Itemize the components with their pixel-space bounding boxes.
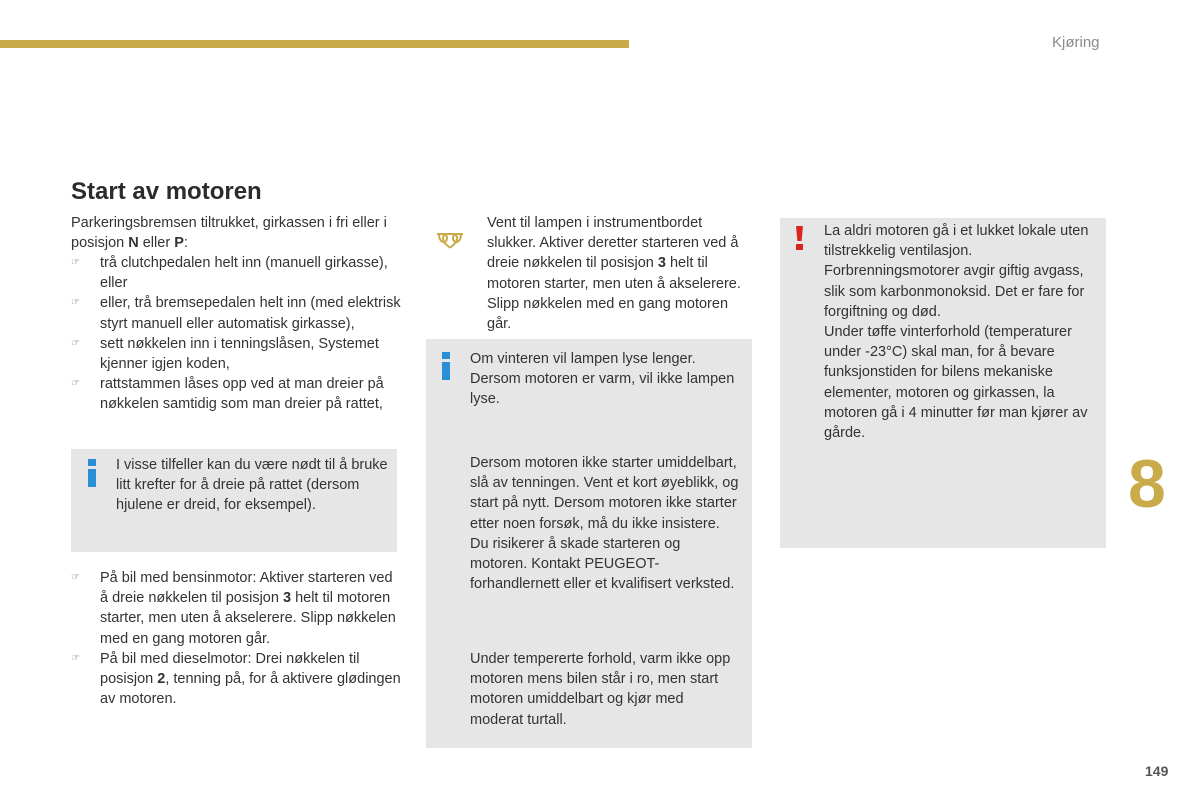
engine-type-list — [71, 568, 401, 709]
header-accent-bar — [0, 40, 629, 48]
list-item: ☞ trå clutchpedalen helt inn (manuell girkasse), eller — [71, 255, 388, 292]
page-heading: Start av motoren — [71, 178, 262, 205]
info-icon — [440, 352, 452, 380]
hand-pointer-icon: ☞ — [71, 297, 80, 309]
list-item: ☞ sett nøkkelen inn i tenningslåsen, Systemet kjenner igjen koden, — [71, 335, 379, 373]
info-text-temperate: Under tempererte forhold, varm ikke opp motoren mens bilen står i ro, men start motoren umiddelbart og kjør med moderat turtall. — [470, 651, 731, 728]
section-title: Kjøring — [1052, 34, 1100, 51]
page-number: 149 — [1145, 763, 1169, 779]
chapter-number: 8 — [1128, 446, 1166, 522]
start-steps-list — [71, 253, 401, 415]
info-icon — [86, 459, 98, 487]
hand-pointer-icon: ☞ — [71, 652, 80, 664]
glow-plug-note: Vent til lampen i instrumentbordet slukker. Aktiver deretter starteren ved å dreie nøkkelen til posisjon 3 helt til motoren starter, men uten å akselerere. Slipp nøkkelen med en gang motoren går. — [487, 215, 741, 333]
warning-icon — [795, 226, 805, 252]
info-text-no-start: Dersom motoren ikke starter umiddelbart, slå av tenningen. Vent et kort øyeblikk, og start på nytt. Dersom motoren ikke starter etter noen forsøk, må du ikke insistere. Du risikerer å skade starteren og motoren. Kontakt PEUGEOT-forhandlernett eller et kvalifisert verksted. — [470, 455, 739, 593]
list-item: ☞ rattstammen låses opp ved at man dreier på nøkkelen samtidig som man dreier på rattet, — [71, 376, 384, 413]
hand-pointer-icon: ☞ — [71, 378, 80, 390]
glow-plug-icon — [435, 232, 465, 250]
intro-paragraph: Parkeringsbremsen tiltrukket, girkassen i fri eller i posisjon N eller P: — [71, 215, 387, 252]
hand-pointer-icon: ☞ — [71, 572, 80, 583]
info-text-steering: I visse tilfeller kan du være nødt til å bruke litt krefter for å dreie på rattet (dersom hjulene er dreid, for eksempel). — [116, 457, 388, 514]
list-item: ☞ eller, trå bremsepedalen helt inn (med elektrisk styrt manuell eller automatisk girkasse), — [71, 295, 401, 332]
list-item: ☞ På bil med dieselmotor: Drei nøkkelen til posisjon 2, tenning på, for å aktivere glødingen av motoren. — [71, 650, 401, 708]
hand-pointer-icon: ☞ — [71, 257, 80, 268]
warning-text — [824, 221, 1100, 443]
list-item: ☞ På bil med bensinmotor: Aktiver starteren ved å dreie nøkkelen til posisjon 3 helt til motoren starter, men uten å akselerere. Slipp nøkkelen med en gang motoren går. — [71, 570, 396, 647]
warning-paragraph-ventilation: La aldri motoren gå i et lukket lokale uten tilstrekkelig ventilasjon. Forbrenningsmotorer avgir giftig avgass, slik som karbonmonoksid. Det er fare for forgiftning og død. — [824, 223, 1089, 320]
warning-paragraph-winter: Under tøffe vinterforhold (temperaturer under -23°C) skal man, for å bevare funksjonstiden for bilens mekaniske elementer, motoren og girkassen, la motoren gå i 4 minutter før man kjører av gårde. — [824, 324, 1088, 442]
info-text-winter: Om vinteren vil lampen lyse lenger. Dersom motoren er varm, vil ikke lampen lyse. — [470, 351, 735, 408]
hand-pointer-icon: ☞ — [71, 337, 80, 349]
